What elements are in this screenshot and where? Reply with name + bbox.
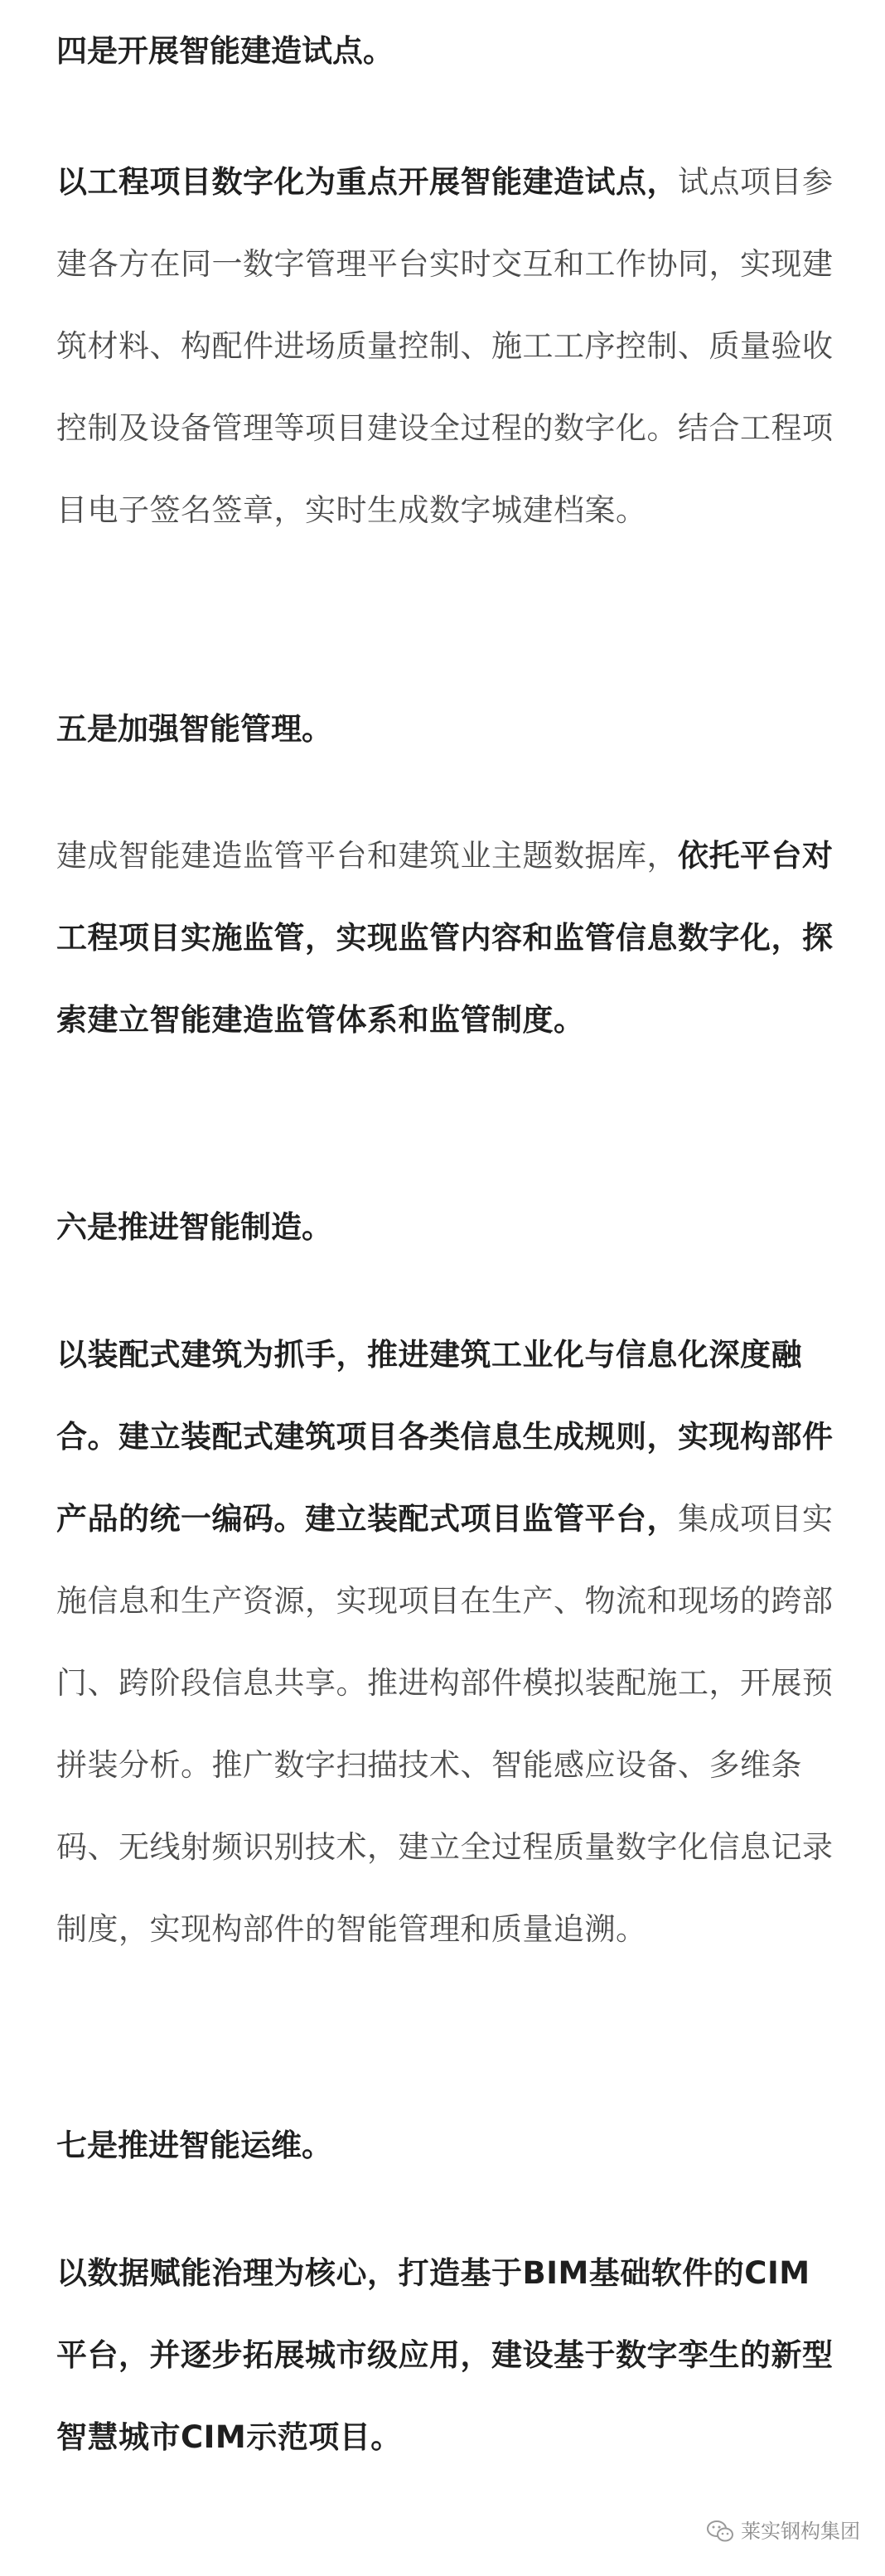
section-heading-6: 六是推进智能制造。 [56,1209,332,1245]
watermark-text: 莱实钢构集团 [741,2520,860,2543]
bold-lead: 以工程项目数字化为重点开展智能建造试点， [56,164,678,200]
bold-lead: 依托平台对工程项目实施监管，实现监管内容和监管信息数字化，探索建立智能建造监管体系和监管制度。 [56,838,834,1038]
account-watermark [706,2516,860,2546]
paragraph-text: 建成智能建造监管平台和建筑业主题数据库， [56,838,678,874]
bold-lead: 以数据赋能治理为核心，打造基于BIM基础软件的CIM平台，并逐步拓展城市级应用，建设基于数字孪生的新型智慧城市CIM示范项目。 [56,2255,834,2455]
paragraph-text: 试点项目参建各方在同一数字管理平台实时交互和工作协同，实现建筑材料、构配件进场质量控制、施工工序控制、质量验收控制及设备管理等项目建设全过程的数字化。结合工程项目电子签名签章，实时生成数字城建档案。 [56,164,834,528]
wechat-icon [706,2519,734,2544]
paragraph-text: 集成项目实施信息和生产资源，实现项目在生产、物流和现场的跨部门、跨阶段信息共享。推进构部件模拟装配施工，开展预拼装分析。推广数字扫描技术、智能感应设备、多维条码、无线射频识别技术，建立全过程质量数字化信息记录制度，实现构部件的智能管理和质量追溯。 [56,1501,834,1947]
section-paragraph-5 [56,815,835,1061]
section-paragraph-4 [56,141,835,551]
section-paragraph-6 [56,1314,835,1970]
bold-lead: 以装配式建筑为抓手，推进建筑工业化与信息化深度融合。建立装配式建筑项目各类信息生成规则，实现构部件产品的统一编码。建立装配式项目监管平台， [56,1337,834,1537]
section-heading-5: 五是加强智能管理。 [56,711,332,747]
section-paragraph-7 [56,2232,835,2478]
section-heading-4: 四是开展智能建造试点。 [56,33,394,69]
section-heading-7: 七是推进智能运维。 [56,2128,332,2163]
